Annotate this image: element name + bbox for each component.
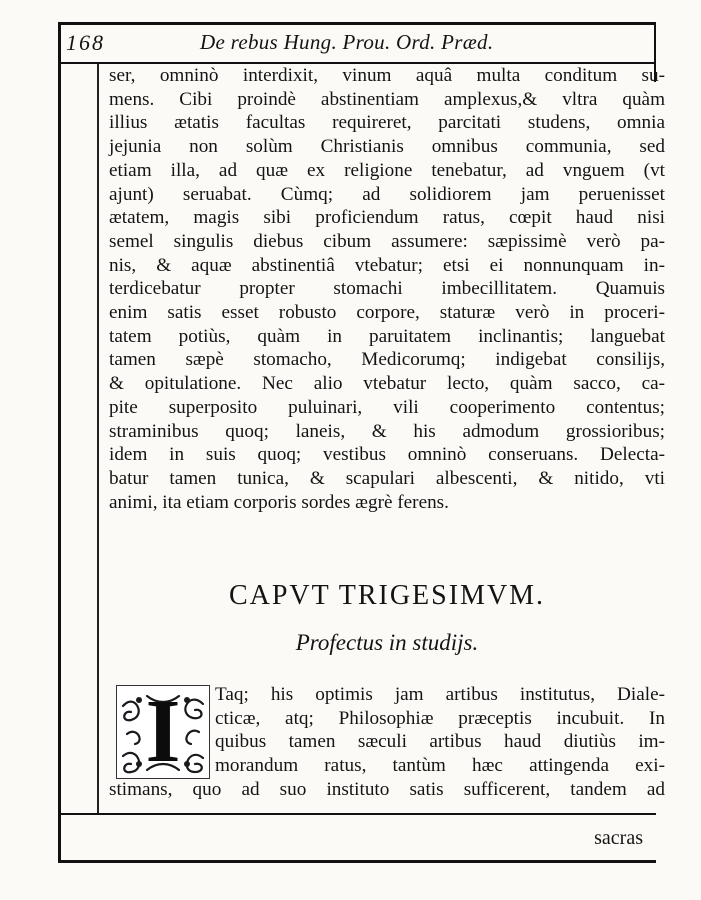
text-line: tamen sæpè stomacho, Medicorumq; indigebat consilijs, — [109, 349, 665, 371]
text-line: etiam illa, ad quæ ex religione tenebatur, ad vnguem (vt — [109, 159, 665, 181]
text-line: ætatem, magis sibi proficiendum ratus, cœpit haud nisi — [109, 207, 665, 229]
catchword: sacras — [594, 827, 643, 849]
text-line: pite superposito puluinari, vili cooperimento contentus; — [109, 396, 665, 418]
text-line: jejunia non solùm Christianis omnibus communia, sed — [109, 136, 665, 158]
text-line: ser, omninò interdixit, vinum aquâ multa conditum su- — [109, 65, 665, 86]
chapter-subtitle: Profectus in studijs. — [295, 630, 479, 655]
text-line: stimans, quo ad suo instituto satis sufficerent, tandem ad — [109, 778, 665, 800]
text-line: idem in suis quoq; vestibus omninò conseruans. Delecta- — [109, 444, 665, 466]
text-line: batur tamen tunica, & scapulari albescenti, & nitido, vti — [109, 467, 665, 489]
text-line: straminibus quoq; laneis, & his admodum grossioribus; — [109, 420, 665, 442]
text-line: animi, ita etiam corporis sordes ægrè ferens. — [109, 491, 449, 513]
text-line: Taq; his optimis jam artibus institutus, Diale- — [215, 684, 665, 705]
foot-rule — [58, 860, 656, 863]
text-line: illius ætatis facultas requireret, parcitati studens, omnia — [109, 112, 665, 134]
text-line: tatem potiùs, quàm in paruitatem inclinantis; languebat — [109, 325, 665, 347]
text-line: cticæ, atq; Philosophiæ præceptis incubuit. In — [215, 707, 665, 729]
text-line: enim satis esset robusto corpore, staturæ verò in proceri- — [109, 302, 665, 324]
text-line: & opitulatione. Nec alio vtebatur lecto, quàm sacco, ca- — [109, 373, 665, 395]
text-line: mens. Cibi proindè abstinentiam amplexus,& vltra quàm — [109, 88, 665, 110]
running-head: De rebus Hung. Prou. Ord. Præd. — [200, 30, 494, 54]
column-rule — [97, 64, 99, 814]
text-line: morandum ratus, tantùm hæc attingenda exi- — [215, 755, 665, 777]
text-line: semel singulis diebus cibum assumere: sæpissimè verò pa- — [109, 230, 665, 252]
text-line: quibus tamen sæculi artibus haud diutiùs im- — [215, 731, 665, 753]
text-line: nis, & aquæ abstinentiâ vtebatur; etsi ei nonnunquam in- — [109, 254, 665, 276]
chapter-title: CAPVT TRIGESIMVM. — [228, 580, 546, 611]
chapter-paragraph — [109, 683, 665, 802]
left-frame-rule — [58, 22, 61, 862]
text-line: ajunt) seruabat. Cùmq; ad solidiorem jam peruenisset — [109, 183, 665, 205]
top-rule — [58, 22, 656, 25]
page-number: 168 — [66, 30, 105, 55]
text-line: terdicebatur propter stomachi imbecillitatem. Quamuis — [109, 278, 665, 300]
bottom-rule — [58, 813, 656, 815]
dropcap-letter: I — [145, 682, 181, 781]
body-paragraph — [109, 64, 665, 514]
